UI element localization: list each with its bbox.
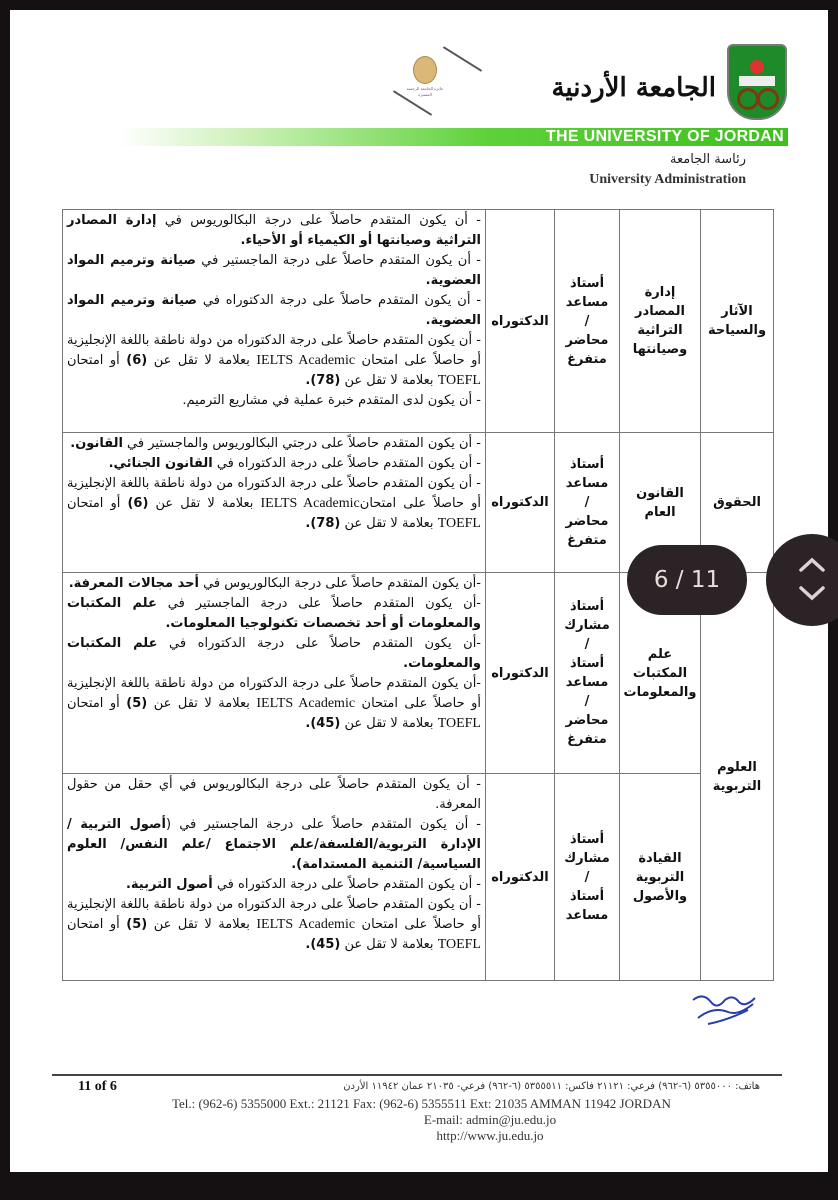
condition-text: - أن يكون المتقدم حاصلاً على درجة الدكتوراه من دولة ناطقة باللغة الإنجليزية أو حاصلاً على امتحان [67, 476, 481, 511]
condition-item [67, 391, 481, 411]
conditions-cell [63, 573, 486, 774]
footer-contact-english: Tel.: (962-6) 5355000 Ext.: 21121 Fax: (962-6) 5355511 Ext: 21035 AMMAN 11942 JORDAN [172, 1096, 671, 1111]
rank-cell: أستاذ مشارك / أستاذ مساعد / محاضر متفرغ [555, 573, 620, 774]
medal-icon [413, 56, 437, 84]
exam-name: IELTS Academic [256, 917, 356, 932]
condition-item [67, 574, 481, 594]
condition-text: - أن يكون المتقدم حاصلاً على درجة الماجستير في ( [166, 817, 481, 832]
university-name-english: THE UNIVERSITY OF JORDAN [545, 128, 784, 145]
rank-cell: أستاذ مشارك / أستاذ مساعد [555, 774, 620, 981]
condition-text: أصول التربية / الإدارة التربوية/الفلسفة/علم الاجتماع /علم النفس/ العلوم السياسية/ التنمية المستدامة). [67, 817, 481, 872]
condition-text: - أن يكون المتقدم حاصلاً على درجة الدكتوراه من دولة ناطقة باللغة الإنجليزية أو حاصلاً على امتحان [67, 897, 481, 932]
condition-text: - أن يكون المتقدم حاصلاً على درجة الدكتوراه من دولة ناطقة باللغة الإنجليزية أو حاصلاً على امتحان [67, 333, 481, 368]
condition-text: بعلامة لا تقل عن [148, 496, 261, 511]
exam-name: TOEFL [437, 516, 481, 531]
exam-name: IELTS Academic [260, 496, 360, 511]
condition-item [67, 454, 481, 474]
condition-text: - أن يكون المتقدم حاصلاً على درجة الماجستير في [195, 253, 481, 268]
degree-cell: الدكتوراه [486, 774, 555, 981]
page-number: 11 of 6 [78, 1079, 117, 1094]
condition-text: إدارة المصادر التراثية وصيانتها أو الكيمياء أو الأحياء. [67, 213, 481, 248]
condition-item [67, 434, 481, 454]
specialization-cell: علم المكتبات والمعلومات [620, 573, 701, 774]
condition-text: صيانة وترميم المواد العضوية. [67, 293, 481, 328]
condition-item [67, 775, 481, 815]
condition-text: - أن يكون المتقدم حاصلاً على درجة البكالوريوس في [156, 213, 481, 228]
table-row [63, 210, 774, 433]
condition-text: (45). [305, 716, 341, 731]
administration-arabic: رئاسة الجامعة [670, 152, 746, 167]
condition-text: علم المكتبات والمعلومات. [67, 636, 481, 671]
degree-cell: الدكتوراه [486, 210, 555, 433]
condition-text: أصول التربية. [125, 877, 213, 892]
conditions-cell [63, 210, 486, 433]
rank-cell: أستاذ مساعد / محاضر متفرغ [555, 210, 620, 433]
rank-cell: أستاذ مساعد / محاضر متفرغ [555, 433, 620, 573]
condition-text: (6) [126, 353, 148, 368]
condition-text: -أن يكون المتقدم حاصلاً على درجة الماجستير في [156, 596, 481, 611]
condition-item [67, 331, 481, 391]
condition-text: القانون. [70, 436, 123, 451]
condition-text: القانون الجنائي. [108, 456, 213, 471]
condition-item [67, 674, 481, 734]
signature [688, 990, 763, 1030]
condition-item [67, 291, 481, 331]
condition-text: (5) [126, 696, 148, 711]
condition-text: - أن يكون المتقدم حاصلاً على درجتي البكالوريوس والماجستير في [122, 436, 481, 451]
condition-text: أو امتحان [67, 353, 127, 368]
footer-website[interactable]: http://www.ju.edu.jo [436, 1128, 544, 1143]
award-caption: جائزة الجامعة الرحمية المتميزة [406, 86, 444, 97]
exam-name: TOEFL [437, 937, 481, 952]
seal-stroke [443, 46, 482, 72]
condition-text: بعلامة لا تقل عن [147, 696, 257, 711]
condition-text: أو امتحان [67, 496, 128, 511]
condition-item [67, 815, 481, 875]
condition-text: بعلامة لا تقل عن [340, 937, 438, 952]
specialization-cell: إدارة المصادر التراثية وصيانتها [620, 210, 701, 433]
condition-text: - أن يكون لدى المتقدم خبرة عملية في مشاريع الترميم. [182, 393, 481, 408]
condition-text: بعلامة لا تقل عن [147, 917, 257, 932]
condition-item [67, 251, 481, 291]
chevron-up-down-icon [798, 554, 826, 606]
condition-text: أحد مجالات المعرفة. [68, 576, 199, 591]
condition-item [67, 211, 481, 251]
condition-item [67, 634, 481, 674]
condition-text: - أن يكون المتقدم حاصلاً على درجة الدكتوراه في [212, 877, 481, 892]
university-crest-logo [727, 44, 787, 120]
footer-email[interactable]: E-mail: admin@ju.edu.jo [423, 1112, 557, 1127]
degree-cell: الدكتوراه [486, 573, 555, 774]
condition-text: أو امتحان [67, 917, 127, 932]
condition-text: علم المكتبات والمعلومات أو أحد تخصصات تكنولوجيا المعلومات. [67, 596, 481, 631]
condition-text: (6) [127, 496, 149, 511]
condition-item [67, 875, 481, 895]
conditions-cell [63, 774, 486, 981]
degree-cell: الدكتوراه [486, 433, 555, 573]
footer-divider [52, 1074, 782, 1076]
faculty-cell: العلوم التربوية [701, 573, 774, 981]
condition-text: -أن يكون المتقدم حاصلاً على درجة الدكتوراه في [157, 636, 481, 651]
condition-text: -أن يكون المتقدم حاصلاً على درجة البكالوريوس في [198, 576, 481, 591]
page-indicator: 6 / 11 [627, 545, 747, 615]
specialization-cell: القانون العام [620, 433, 701, 573]
condition-item [67, 594, 481, 634]
exam-name: TOEFL [437, 373, 481, 388]
condition-text: (78). [305, 373, 341, 388]
footer-contact-arabic: هاتف: ٥٣٥٥٠٠٠ (٦-٩٦٢) فرعي: ٢١١٢١ فاكس: ٥٣٥٥٥١١ (٦-٩٦٢) فرعي- ٢١٠٣٥ عمان ١١٩٤٢ الأردن [343, 1081, 760, 1092]
award-seal [395, 50, 475, 130]
exam-name: IELTS Academic [256, 353, 356, 368]
condition-text: بعلامة لا تقل عن [340, 373, 438, 388]
condition-text: بعلامة لا تقل عن [340, 716, 438, 731]
condition-text: - أن يكون المتقدم حاصلاً على درجة البكالوريوس في أي حقل من حقول المعرفة. [67, 777, 481, 812]
exam-name: TOEFL [437, 716, 481, 731]
faculty-cell: الآثار والسياحة [701, 210, 774, 433]
condition-text: (78). [305, 516, 341, 531]
condition-text: أو امتحان [67, 696, 127, 711]
condition-item [67, 474, 481, 534]
condition-text: -أن يكون المتقدم حاصلاً على درجة الدكتوراه من دولة ناطقة باللغة الإنجليزية أو حاصلاً على امتحان [67, 676, 481, 711]
condition-text: (45). [305, 937, 341, 952]
table-row [63, 774, 774, 981]
condition-text: بعلامة لا تقل عن [340, 516, 438, 531]
conditions-cell [63, 433, 486, 573]
administration-english: University Administration [589, 172, 746, 187]
exam-name: IELTS Academic [256, 696, 356, 711]
condition-text: - أن يكون المتقدم حاصلاً على درجة الدكتوراه في [212, 456, 481, 471]
condition-item [67, 895, 481, 955]
university-name-arabic: الجامعة الأردنية [551, 73, 716, 103]
university-banner [120, 128, 788, 146]
condition-text: (5) [126, 917, 148, 932]
condition-text: بعلامة لا تقل عن [147, 353, 257, 368]
faculty-cell: الحقوق [701, 433, 774, 573]
condition-text: صيانة وترميم المواد العضوية. [67, 253, 481, 288]
specialization-cell: القيادة التربوية والأصول [620, 774, 701, 981]
condition-text: - أن يكون المتقدم حاصلاً على درجة الدكتوراه في [197, 293, 482, 308]
